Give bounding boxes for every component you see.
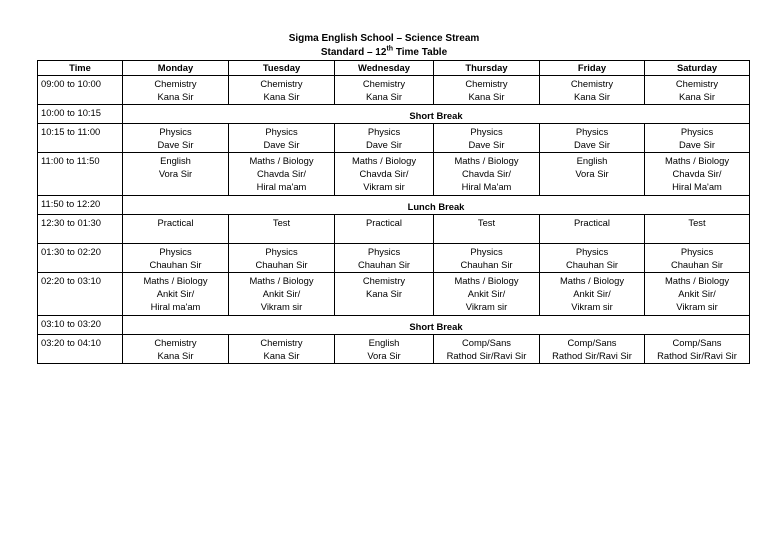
subject-label: Practical [574, 217, 610, 228]
subject-label: Physics [159, 126, 192, 137]
schedule-cell [434, 244, 540, 273]
header-saturday: Saturday [645, 61, 750, 76]
subject-label: Physics [680, 246, 714, 257]
subject-label: Test [688, 217, 706, 228]
header-tuesday: Tuesday [229, 61, 335, 76]
schedule-cell [645, 215, 750, 244]
break-row [38, 196, 750, 215]
schedule-cell [434, 215, 540, 244]
subject-label: Practical [157, 217, 194, 228]
time-slot: 11:00 to 11:50 [38, 153, 123, 196]
schedule-cell [540, 335, 645, 364]
time-slot: 12:30 to 01:30 [38, 215, 123, 244]
subject-label: Maths / Biology [454, 155, 519, 166]
schedule-cell [335, 335, 434, 364]
teacher-label: Chauhan Sir [357, 259, 411, 270]
schedule-cell [645, 273, 750, 316]
schedule-cell [540, 215, 645, 244]
teacher-label: Vora Sir [367, 350, 401, 361]
teacher-label: Kana Sir [468, 91, 505, 102]
schedule-cell [434, 335, 540, 364]
document-title [0, 32, 768, 60]
break-row [38, 105, 750, 124]
schedule-cell [645, 124, 750, 153]
teacher-label: Chavda Sir/ [672, 168, 722, 179]
teacher-label: Chauhan Sir [565, 259, 619, 270]
schedule-cell [434, 273, 540, 316]
schedule-cell [540, 76, 645, 105]
schedule-cell [335, 273, 434, 316]
subject-label: Physics [575, 126, 609, 137]
teacher-label: Kana Sir [574, 91, 610, 102]
schedule-cell [123, 215, 229, 244]
schedule-cell [434, 124, 540, 153]
subject-label: Maths / Biology [559, 275, 625, 286]
subject-label: Physics [265, 246, 298, 257]
subject-label: Test [477, 217, 496, 228]
teacher-label: Vikram sir [260, 301, 303, 312]
schedule-cell [229, 153, 335, 196]
break-cell: Short Break [123, 316, 750, 335]
subject-label: Physics [680, 126, 714, 137]
table-row [38, 153, 750, 196]
teacher-label: Rathod Sir/Ravi Sir [552, 350, 632, 361]
teacher-label: Rathod Sir/Ravi Sir [657, 350, 737, 361]
time-slot: 02:20 to 03:10 [38, 273, 123, 316]
subject-label: English [576, 155, 608, 166]
schedule-cell [229, 215, 335, 244]
teacher-label: Chauhan Sir [255, 259, 308, 270]
teacher-label: Dave Sir [679, 139, 715, 150]
teacher-label: Vora Sir [158, 168, 193, 179]
subject-label: Maths / Biology [351, 155, 417, 166]
teacher-label: Vora Sir [575, 168, 609, 179]
timetable-body [38, 76, 750, 364]
teacher-label: Kana Sir [263, 350, 300, 361]
school-name: Sigma English School – Science Stream [288, 33, 480, 44]
teacher-label: Kana Sir [263, 91, 300, 102]
schedule-cell [434, 76, 540, 105]
subject-label: Chemistry [465, 78, 508, 89]
teacher-label: Kana Sir [366, 91, 402, 102]
subject-label: Chemistry [260, 78, 303, 89]
standard-suffix: Time Table [393, 47, 448, 58]
subject-label: Comp/Sans [672, 337, 722, 348]
teacher-label: Kana Sir [366, 288, 402, 299]
subject-label: Maths / Biology [454, 275, 519, 286]
subject-label: Practical [366, 217, 402, 228]
break-row [38, 316, 750, 335]
schedule-cell [229, 244, 335, 273]
teacher-label: Chauhan Sir [460, 259, 513, 270]
schedule-cell [540, 124, 645, 153]
break-cell: Lunch Break [123, 196, 750, 215]
teacher-label: Hiral ma'am [256, 181, 307, 192]
standard-prefix: Standard – 12 [320, 47, 387, 58]
teacher-label: Ankit Sir/ [573, 288, 611, 299]
schedule-cell [123, 124, 229, 153]
schedule-cell [645, 153, 750, 196]
subject-label: Chemistry [260, 337, 303, 348]
teacher-label: Chavda Sir/ [359, 168, 409, 179]
teacher-label: Dave Sir [366, 139, 402, 150]
subject-label: Physics [265, 126, 298, 137]
schedule-cell [229, 273, 335, 316]
time-slot: 10:15 to 11:00 [38, 124, 123, 153]
schedule-cell [123, 273, 229, 316]
subject-label: Test [272, 217, 291, 228]
timetable [37, 60, 750, 364]
teacher-label: Dave Sir [263, 139, 300, 150]
table-row [38, 76, 750, 105]
schedule-cell [540, 244, 645, 273]
schedule-cell [335, 215, 434, 244]
time-slot: 03:10 to 03:20 [38, 316, 123, 335]
time-slot: 03:20 to 04:10 [38, 335, 123, 364]
schedule-cell [540, 273, 645, 316]
subject-label: Comp/Sans [567, 337, 617, 348]
subject-label: Maths / Biology [249, 155, 314, 166]
teacher-label: Ankit Sir/ [156, 288, 195, 299]
schedule-cell [123, 76, 229, 105]
teacher-label: Ankit Sir/ [678, 288, 716, 299]
table-row [38, 124, 750, 153]
table-row [38, 273, 750, 316]
header-time: Time [38, 61, 123, 76]
schedule-cell [123, 244, 229, 273]
subject-label: Maths / Biology [249, 275, 314, 286]
schedule-cell [335, 76, 434, 105]
teacher-label: Ankit Sir/ [262, 288, 301, 299]
teacher-label: Dave Sir [157, 139, 194, 150]
teacher-label: Rathod Sir/Ravi Sir [446, 350, 527, 361]
teacher-label: Chauhan Sir [670, 259, 724, 270]
teacher-label: Kana Sir [157, 350, 194, 361]
header-thursday: Thursday [434, 61, 540, 76]
subject-label: Chemistry [154, 78, 197, 89]
teacher-label: Hiral Ma'am [461, 181, 512, 192]
schedule-cell [335, 124, 434, 153]
header-wednesday: Wednesday [335, 61, 434, 76]
subject-label: Physics [470, 126, 503, 137]
teacher-label: Dave Sir [468, 139, 505, 150]
schedule-cell [540, 153, 645, 196]
subject-label: Physics [470, 246, 503, 257]
standard-title [0, 46, 768, 60]
schedule-cell [229, 335, 335, 364]
schedule-cell [434, 153, 540, 196]
subject-label: Comp/Sans [462, 337, 511, 348]
subject-label: Chemistry [154, 337, 197, 348]
time-slot: 11:50 to 12:20 [38, 196, 123, 215]
subject-label: Physics [367, 246, 401, 257]
subject-label: English [368, 337, 400, 348]
teacher-label: Vikram sir [465, 301, 508, 312]
subject-label: Chemistry [362, 78, 406, 89]
schedule-cell [229, 76, 335, 105]
teacher-label: Vikram sir [571, 301, 613, 312]
time-slot: 09:00 to 10:00 [38, 76, 123, 105]
header-monday: Monday [123, 61, 229, 76]
teacher-label: Kana Sir [157, 91, 194, 102]
schedule-cell [645, 76, 750, 105]
header-friday: Friday [540, 61, 645, 76]
header-row [38, 61, 750, 76]
subject-label: Chemistry [570, 78, 614, 89]
table-row [38, 335, 750, 364]
teacher-label: Vikram sir [363, 181, 405, 192]
timetable-header [38, 61, 750, 76]
subject-label: Chemistry [675, 78, 719, 89]
teacher-label: Chavda Sir/ [462, 168, 511, 179]
teacher-label: Kana Sir [679, 91, 715, 102]
schedule-cell [123, 335, 229, 364]
schedule-cell [123, 153, 229, 196]
subject-label: English [160, 155, 191, 166]
teacher-label: Vikram sir [676, 301, 718, 312]
subject-label: Maths / Biology [143, 275, 208, 286]
table-row [38, 215, 750, 244]
subject-label: Physics [159, 246, 192, 257]
time-slot: 01:30 to 02:20 [38, 244, 123, 273]
schedule-cell [335, 244, 434, 273]
teacher-label: Hiral Ma'am [672, 181, 722, 192]
standard-superscript: th [386, 45, 394, 53]
schedule-cell [229, 124, 335, 153]
schedule-cell [645, 244, 750, 273]
subject-label: Maths / Biology [664, 275, 730, 286]
time-slot: 10:00 to 10:15 [38, 105, 123, 124]
teacher-label: Ankit Sir/ [467, 288, 506, 299]
break-cell: Short Break [123, 105, 750, 124]
table-row [38, 244, 750, 273]
teacher-label: Hiral ma'am [150, 301, 201, 312]
subject-label: Maths / Biology [664, 155, 730, 166]
teacher-label: Dave Sir [574, 139, 610, 150]
teacher-label: Chauhan Sir [149, 259, 202, 270]
teacher-label: Chavda Sir/ [257, 168, 306, 179]
subject-label: Physics [367, 126, 401, 137]
schedule-cell [335, 153, 434, 196]
subject-label: Chemistry [362, 275, 406, 286]
subject-label: Physics [575, 246, 609, 257]
schedule-cell [645, 335, 750, 364]
